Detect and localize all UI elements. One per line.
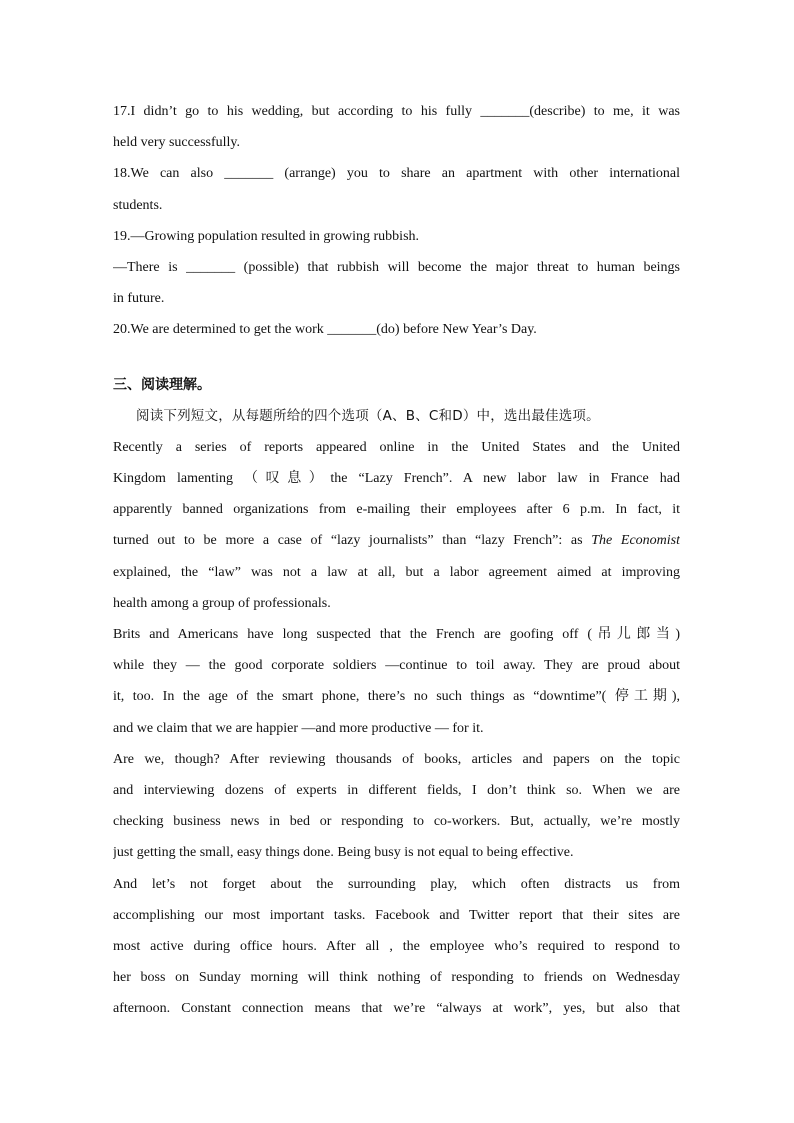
- passage-line: it, too. In the age of the smart phone, there’s no such things as “downtime”( 停工期),: [113, 689, 680, 705]
- question-18-line-2: students.: [113, 197, 163, 213]
- passage-line: checking business news in bed or responding to co-workers. But, actually, we’re mostly: [113, 814, 680, 830]
- passage-line: most active during office hours. After all , the employee who’s required to respond to: [113, 938, 680, 954]
- passage-line: while they — the good corporate soldiers —continue to toil away. They are proud about: [113, 658, 680, 674]
- question-20-line-1: 20.We are determined to get the work _______(do) before New Year’s Day.: [113, 322, 537, 338]
- passage-line: explained, the “law” was not a law at all, but a labor agreement aimed at improving: [113, 564, 680, 580]
- section-gap: [113, 346, 680, 370]
- passage-line-text: turned out to be more a case of “lazy journalists” than “lazy French”: as: [113, 533, 583, 549]
- question-19-line-3: in future.: [113, 291, 165, 307]
- passage-line: and interviewing dozens of experts in different fields, I don’t think so. When we are: [113, 782, 680, 798]
- passage-line: and we claim that we are happier —and more productive — for it.: [113, 720, 484, 736]
- question-19-line-2: —There is _______ (possible) that rubbish will become the major threat to human beings: [113, 259, 680, 275]
- question-19-line-1: 19.—Growing population resulted in growing rubbish.: [113, 228, 420, 244]
- question-17-line-2: held very successfully.: [113, 135, 240, 151]
- publication-name: The Economist: [591, 533, 680, 549]
- question-18-line-1: 18.We can also _______ (arrange) you to share an apartment with other international: [113, 166, 680, 182]
- passage-line: Kingdom lamenting （叹息）the “Lazy French”. A new labor law in France had: [113, 471, 680, 487]
- passage-line: her boss on Sunday morning will think nothing of responding to friends on Wednesday: [113, 970, 680, 986]
- passage-line: accomplishing our most important tasks. Facebook and Twitter report that their sites are: [113, 907, 680, 923]
- passage-line: Recently a series of reports appeared online in the United States and the United: [113, 439, 680, 455]
- passage-line: Are we, though? After reviewing thousands of books, articles and papers on the topic: [113, 751, 680, 767]
- section-heading: 三、阅读理解。: [113, 376, 211, 393]
- passage-line: just getting the small, easy things done. Being busy is not equal to being effective.: [113, 845, 574, 861]
- question-17-line-1: 17.I didn’t go to his wedding, but according to his fully _______(describe) to me, it was: [113, 104, 680, 119]
- passage-line: And let’s not forget about the surrounding play, which often distracts us from: [113, 876, 680, 892]
- passage-line: Brits and Americans have long suspected that the French are goofing off (吊儿郎当): [113, 627, 680, 642]
- passage-line: health among a group of professionals.: [113, 595, 331, 611]
- section-instruction: 阅读下列短文，从每题所给的四个选项（A、B、C和D）中，选出最佳选项。: [136, 407, 600, 424]
- document-page: [113, 96, 680, 1024]
- passage-line: afternoon. Constant connection means that we’re “always at work”, yes, but also that: [113, 1001, 680, 1017]
- passage-line: apparently banned organizations from e-mailing their employees after 6 p.m. In fact, it: [113, 502, 680, 518]
- passage-line-with-italic-source: [113, 525, 680, 556]
